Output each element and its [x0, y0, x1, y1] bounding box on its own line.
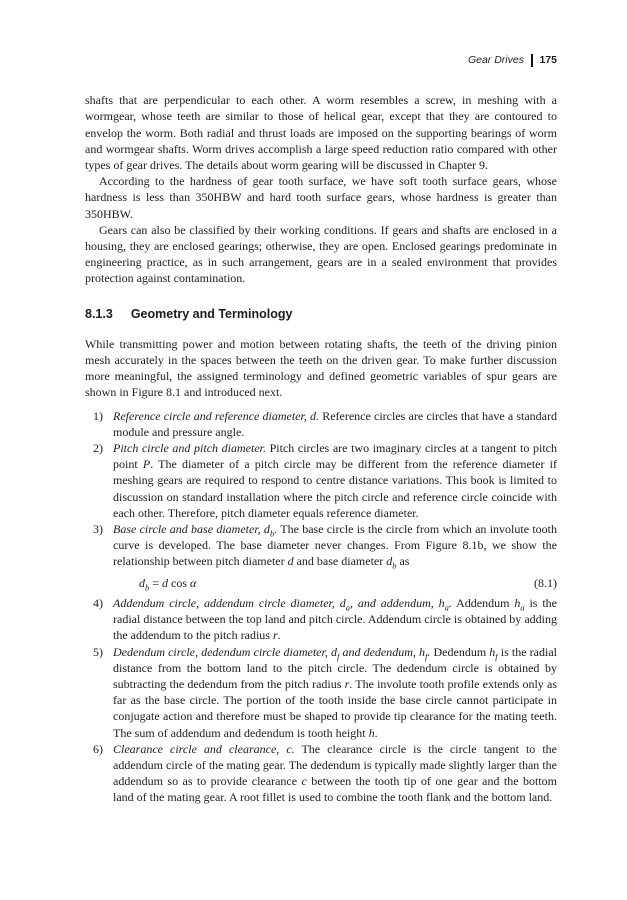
equation-tag: (8.1) — [534, 575, 557, 590]
list-item-text: Addendum circle, addendum circle diameter, $d_a$, and addendum, $h_a$. Addendum $h_a$ is the radial distance between the top land and pitch circle. Addendum circle is obtained by adding the addendum to the pitch radius r. — [113, 595, 557, 643]
paragraph-tooth-hardness: According to the hardness of gear tooth surface, we have soft tooth surface gears, whose hardness is less than 350HBW and hard tooth surface gears, whose hardness is greater than 350HBW. — [85, 174, 557, 221]
page-header — [85, 52, 557, 68]
list-item-text: Pitch circle and pitch diameter. Pitch circles are two imaginary circles at a tangent to pitch point P. The diameter of a pitch circle may be different from the reference diameter if meshing gears are required to respond to centre distance variations. This book is limited to discussion on standard installation where the pitch circle and reference circle coincide with each other. Therefore, pitch diameter equals reference diameter. — [113, 441, 557, 520]
list-item-base-circle — [85, 521, 557, 591]
list-item-reference-circle — [85, 408, 557, 440]
section-title: Geometry and Terminology — [130, 306, 293, 321]
list-item-dedendum-circle — [85, 644, 557, 741]
list-item-number: 5) — [93, 644, 103, 659]
list-item-number: 1) — [93, 408, 103, 423]
equation-row — [113, 575, 557, 591]
list-item-number: 4) — [93, 595, 103, 610]
list-item-number: 6) — [93, 741, 103, 756]
paragraph-terminology-intro: While transmitting power and motion between rotating shafts, the teeth of the driving pinion mesh accurately in the spaces between the teeth on the driven gear. To make further discussion more meaningful, the assigned terminology and defined geometric variables of spur gears are shown in Figure 8.1 and introduced next. — [85, 336, 557, 400]
list-item-text: Base circle and base diameter, $d_b$. The base circle is the circle from which an involute tooth curve is developed. The base diameter never changes. From Figure 8.1b, we show the relationship between pitch diameter d and base diameter $d_b$ as — [113, 522, 557, 571]
running-head-title: Gear Drives — [467, 54, 524, 66]
page-number: 175 — [539, 54, 557, 66]
section-number: 8.1.3 — [85, 306, 113, 321]
definition-list — [85, 408, 557, 806]
list-item-pitch-circle — [85, 440, 557, 521]
list-item-clearance-circle — [85, 741, 557, 806]
list-item-number: 2) — [93, 441, 103, 456]
list-item-text: Reference circle and reference diameter, d. Reference circles are circles that have a standard module and pressure angle. — [113, 408, 557, 439]
page-body — [85, 92, 557, 805]
header-divider — [531, 54, 534, 67]
list-item-addendum-circle — [85, 595, 557, 644]
paragraph-working-conditions: Gears can also be classified by their working conditions. If gears and shafts are enclosed in a housing, they are enclosed gearings; otherwise, they are open. Enclosed gearings predominate in engineering practice, as in such arrangement, gears are in a sealed environment that provides protection against contamination. — [85, 222, 557, 286]
list-item-number: 3) — [93, 522, 103, 537]
list-item-text: Clearance circle and clearance, c. The clearance circle is the circle tangent to the addendum circle of the mating gear. The dedendum is typically made slightly larger than the addendum so as to provide clearance c between the tooth tip of one gear and the bottom land of the mating gear. A root fillet is used to combine the tooth flank and the bottom land. — [113, 741, 557, 805]
equation-base-diameter: $d_b = d$ cos α — [139, 575, 197, 593]
section-heading — [85, 306, 557, 322]
list-item-text: Dedendum circle, dedendum circle diameter, $d_f$ and dedendum, $h_f$. Dedendum $h_f$ is the radial distance from the bottom land to the pitch circle. The dedendum circle is obtained by subtracting the dedendum from the pitch radius r. The involute tooth profile extends only as far as the base circle. The portion of the tooth inside the base circle cannot participate in conjugate action and therefore must be shaped to provide tip clearance for the mating teeth. The sum of addendum and dedendum is tooth height h. — [113, 644, 557, 740]
paragraph-worm-drives: shafts that are perpendicular to each other. A worm resembles a screw, in meshing with a wormgear, whose teeth are similar to those of helical gear, except that they are contoured to envelop the worm. Both radial and thrust loads are imposed on the supporting bearings of worm and wormgear shafts. Worm drives accomplish a large speed reduction ratio compared with other types of gear drives. The details about worm gearing will be discussed in Chapter 9. — [85, 93, 557, 173]
